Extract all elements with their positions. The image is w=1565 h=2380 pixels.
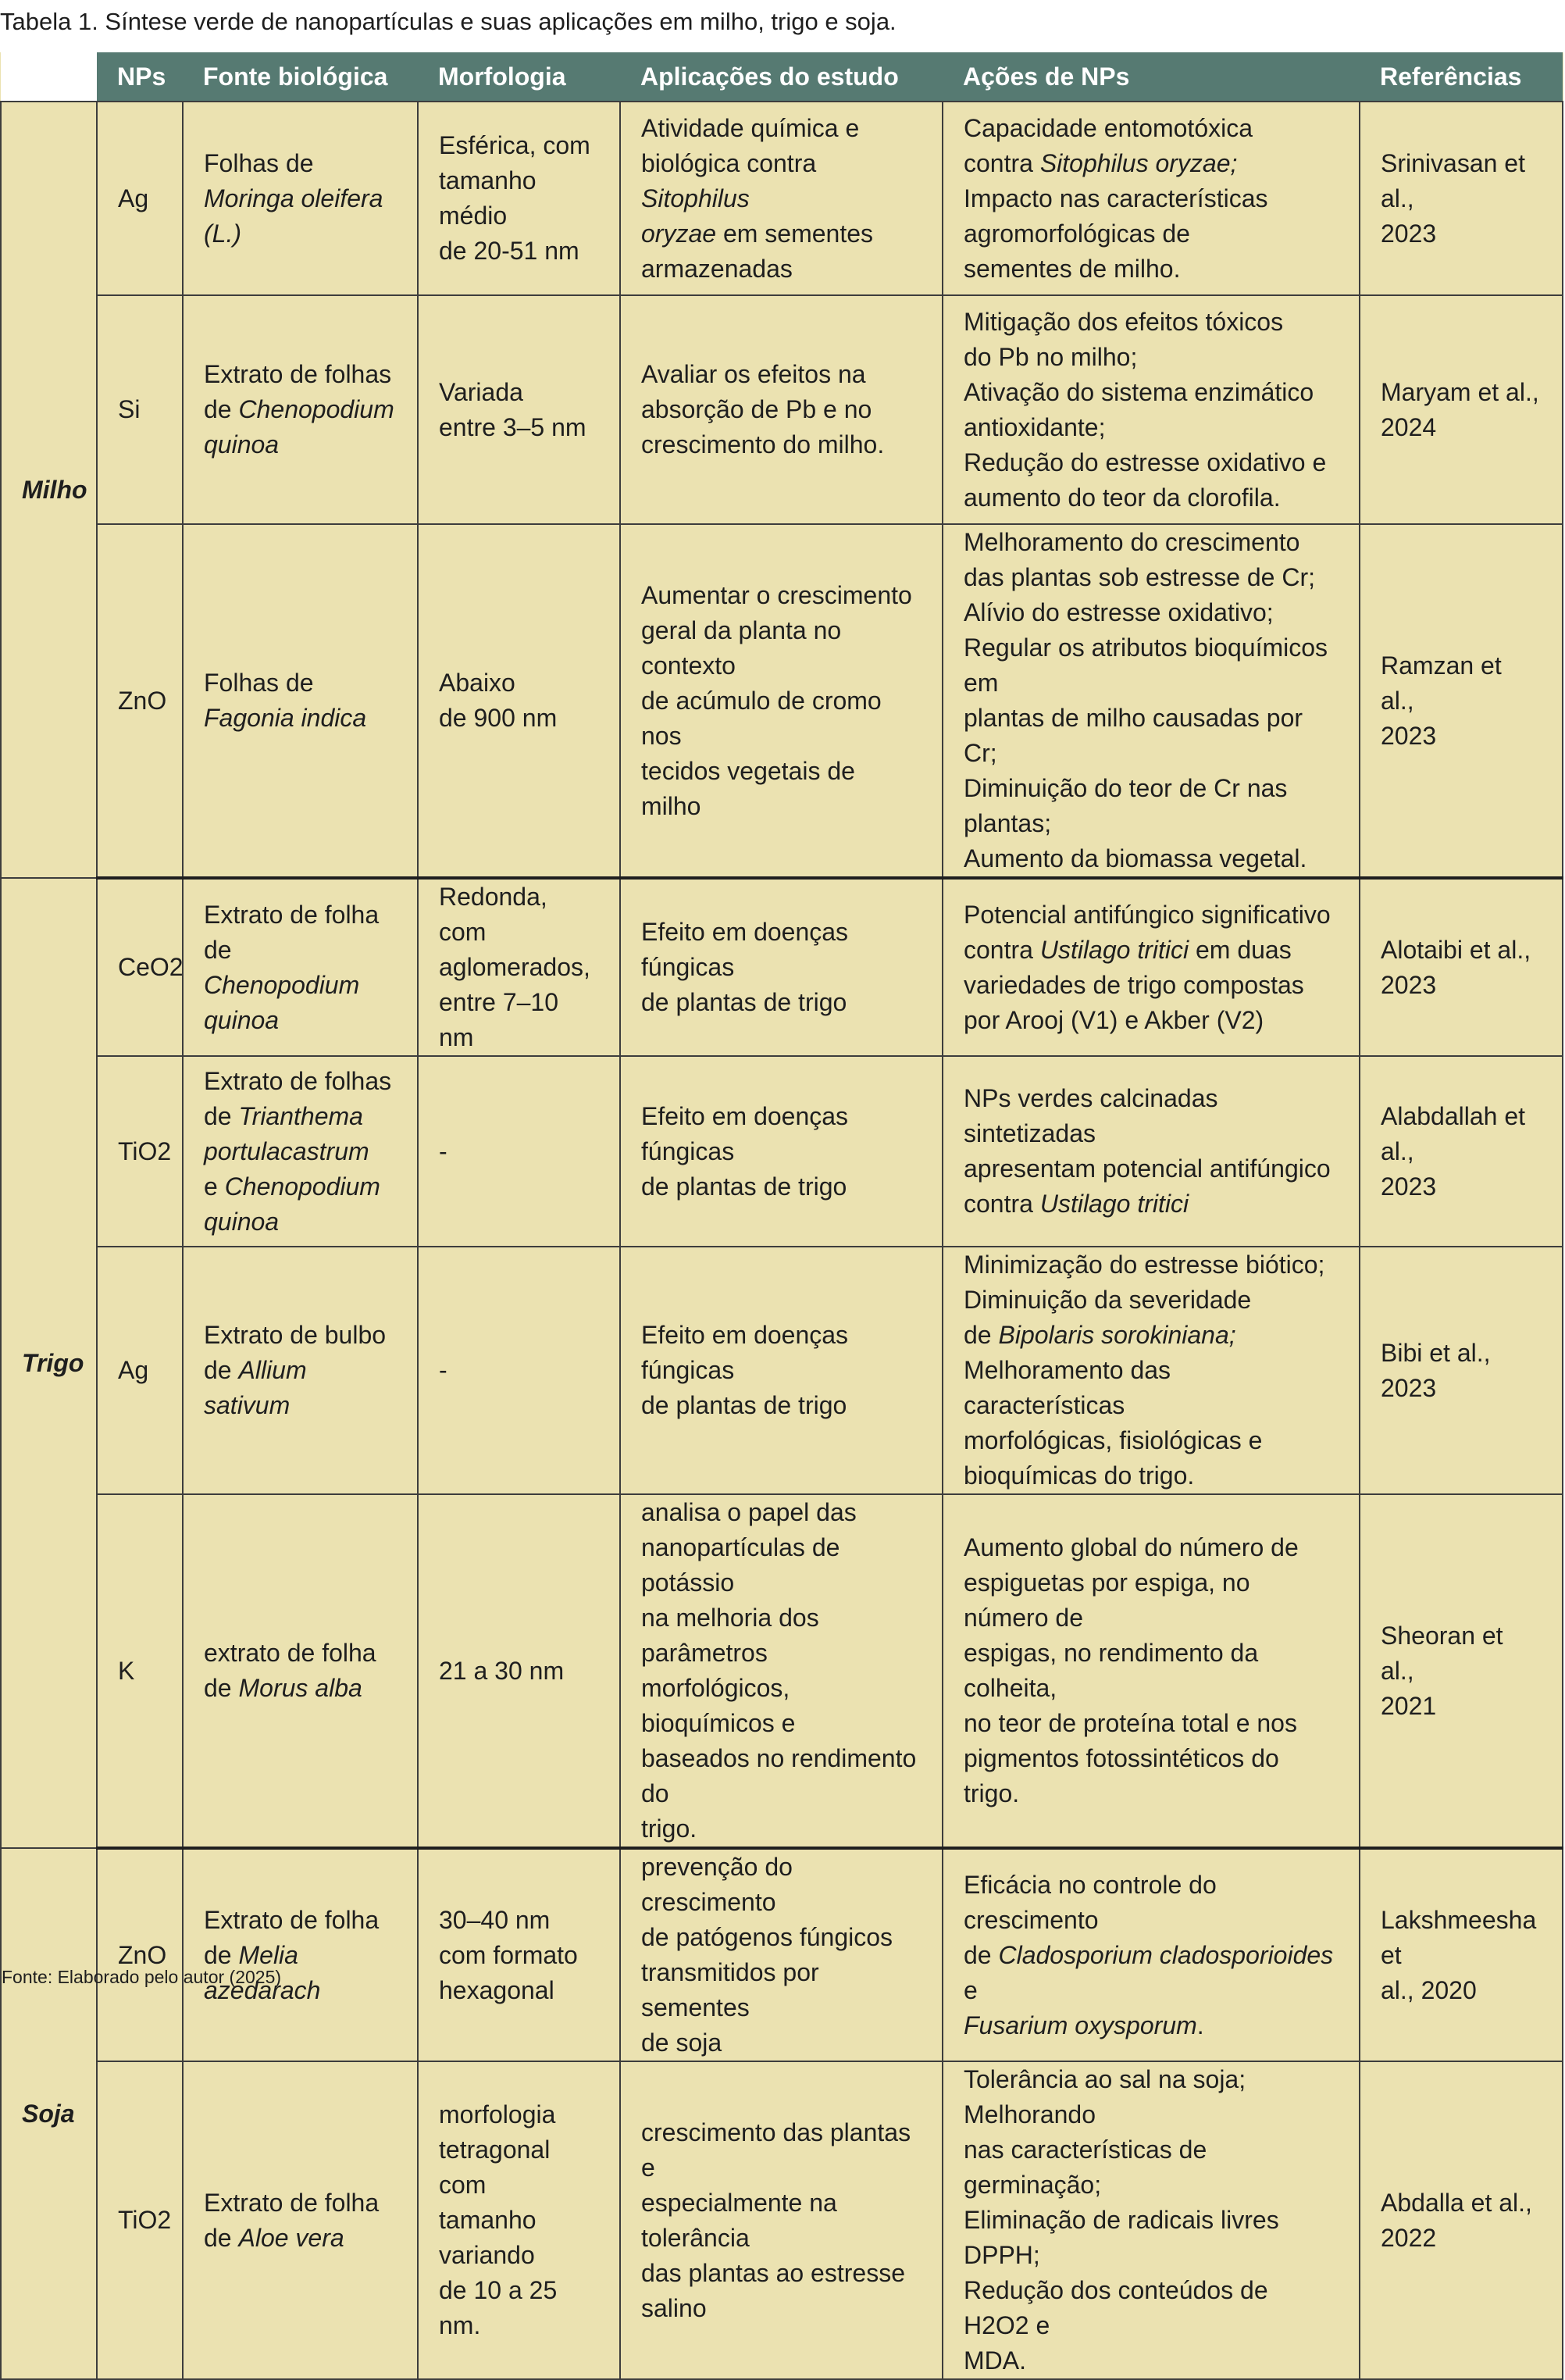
- np-cell: Ag: [97, 102, 183, 295]
- referencia-cell: Sheoran et al., 2021: [1360, 1494, 1563, 1848]
- morfologia-cell: 30–40 nm com formato hexagonal: [418, 1848, 620, 2061]
- morfologia-cell: Variada entre 3–5 nm: [418, 295, 620, 524]
- table-row: [1, 1056, 1563, 1247]
- referencia-cell: Bibi et al., 2023: [1360, 1247, 1563, 1494]
- fonte-cell: Extrato de folhas de Chenopodium quinoa: [183, 295, 418, 524]
- header-acoes: Ações de NPs: [943, 52, 1360, 102]
- table-source-note: Fonte: Elaborado pelo autor (2025): [2, 1967, 282, 1987]
- table-row: [1, 2061, 1563, 2379]
- acoes-cell: Mitigação dos efeitos tóxicos do Pb no milho; Ativação do sistema enzimático antioxidante; Redução do estresse oxidativo e aumento do teor da clorofila.: [943, 295, 1360, 524]
- morfologia-cell: Redonda, com aglomerados, entre 7–10 nm: [418, 878, 620, 1056]
- acoes-cell: Aumento global do número de espiguetas por espiga, no número de espigas, no rendimento da colheita, no teor de proteína total e nos pigmentos fotossintéticos do trigo.: [943, 1494, 1360, 1848]
- fonte-cell: Extrato de folha de Melia azedarach: [183, 1848, 418, 2061]
- np-cell: Ag: [97, 1247, 183, 1494]
- acoes-cell: Tolerância ao sal na soja; Melhorando nas características de germinação; Eliminação de radicais livres DPPH; Redução dos conteúdos de H2O2 e MDA.: [943, 2061, 1360, 2379]
- aplicacoes-cell: Efeito em doenças fúngicas de plantas de trigo: [620, 1247, 943, 1494]
- referencia-cell: Srinivasan et al., 2023: [1360, 102, 1563, 295]
- group-label-soja: Soja: [1, 1848, 97, 2379]
- np-cell: ZnO: [97, 1848, 183, 2061]
- header-aplicacoes: Aplicações do estudo: [620, 52, 943, 102]
- group-label-milho: Milho: [1, 102, 97, 878]
- morfologia-cell: Esférica, com tamanho médio de 20-51 nm: [418, 102, 620, 295]
- np-cell: TiO2: [97, 2061, 183, 2379]
- table-row: [1, 1848, 1563, 2061]
- table-row: [1, 1494, 1563, 1848]
- aplicacoes-cell: Efeito em doenças fúngicas de plantas de trigo: [620, 1056, 943, 1247]
- table-row: [1, 1247, 1563, 1494]
- fonte-cell: Folhas de Fagonia indica: [183, 524, 418, 878]
- header-morfologia: Morfologia: [418, 52, 620, 102]
- nanoparticles-table: [0, 52, 1563, 2380]
- header-nps: NPs: [97, 52, 183, 102]
- morfologia-cell: morfologia tetragonal com tamanho variando de 10 a 25 nm.: [418, 2061, 620, 2379]
- table-row: [1, 878, 1563, 1056]
- header-blank-cell: [1, 52, 97, 102]
- aplicacoes-cell: Avaliar os efeitos na absorção de Pb e no crescimento do milho.: [620, 295, 943, 524]
- morfologia-cell: -: [418, 1056, 620, 1247]
- fonte-cell: Extrato de folha de Chenopodium quinoa: [183, 878, 418, 1056]
- referencia-cell: Alotaibi et al., 2023: [1360, 878, 1563, 1056]
- header-fonte-biologica: Fonte biológica: [183, 52, 418, 102]
- fonte-cell: extrato de folha de Morus alba: [183, 1494, 418, 1848]
- aplicacoes-cell: analisa o papel das nanopartículas de potássio na melhoria dos parâmetros morfológicos, bioquímicos e baseados no rendimento do trigo.: [620, 1494, 943, 1848]
- fonte-cell: Folhas de Moringa oleifera (L.): [183, 102, 418, 295]
- header-referencias: Referências: [1360, 52, 1563, 102]
- referencia-cell: Ramzan et al., 2023: [1360, 524, 1563, 878]
- referencia-cell: Maryam et al., 2024: [1360, 295, 1563, 524]
- morfologia-cell: 21 a 30 nm: [418, 1494, 620, 1848]
- table-row: [1, 102, 1563, 295]
- referencia-cell: Abdalla et al., 2022: [1360, 2061, 1563, 2379]
- aplicacoes-cell: prevenção do crescimento de patógenos fúngicos transmitidos por sementes de soja: [620, 1848, 943, 2061]
- acoes-cell: Potencial antifúngico significativo contra Ustilago tritici em duas variedades de trigo compostas por Arooj (V1) e Akber (V2): [943, 878, 1360, 1056]
- table-header-row: [1, 52, 1563, 102]
- referencia-cell: Lakshmeesha et al., 2020: [1360, 1848, 1563, 2061]
- morfologia-cell: Abaixo de 900 nm: [418, 524, 620, 878]
- table-row: [1, 524, 1563, 878]
- acoes-cell: Melhoramento do crescimento das plantas sob estresse de Cr; Alívio do estresse oxidativo; Regular os atributos bioquímicos em plantas de milho causadas por Cr; Diminuição do teor de Cr nas plantas; Aumento da biomassa vegetal.: [943, 524, 1360, 878]
- np-cell: CeO2: [97, 878, 183, 1056]
- acoes-cell: Minimização do estresse biótico; Diminuição da severidade de Bipolaris sorokiniana; Melhoramento das características morfológicas, fisiológicas e bioquímicas do trigo.: [943, 1247, 1360, 1494]
- morfologia-cell: -: [418, 1247, 620, 1494]
- fonte-cell: Extrato de bulbo de Allium sativum: [183, 1247, 418, 1494]
- np-cell: Si: [97, 295, 183, 524]
- np-cell: K: [97, 1494, 183, 1848]
- aplicacoes-cell: Aumentar o crescimento geral da planta no contexto de acúmulo de cromo nos tecidos vegetais de milho: [620, 524, 943, 878]
- aplicacoes-cell: Atividade química e biológica contra Sitophilus oryzae em sementes armazenadas: [620, 102, 943, 295]
- table-caption: Tabela 1. Síntese verde de nanopartículas e suas aplicações em milho, trigo e soja.: [0, 8, 897, 35]
- fonte-cell: Extrato de folhas de Trianthema portulacastrum e Chenopodium quinoa: [183, 1056, 418, 1247]
- acoes-cell: Eficácia no controle do crescimento de Cladosporium cladosporioides e Fusarium oxysporum.: [943, 1848, 1360, 2061]
- aplicacoes-cell: Efeito em doenças fúngicas de plantas de trigo: [620, 878, 943, 1056]
- aplicacoes-cell: crescimento das plantas e especialmente na tolerância das plantas ao estresse salino: [620, 2061, 943, 2379]
- fonte-cell: Extrato de folha de Aloe vera: [183, 2061, 418, 2379]
- np-cell: ZnO: [97, 524, 183, 878]
- acoes-cell: NPs verdes calcinadas sintetizadas apresentam potencial antifúngico contra Ustilago tritici: [943, 1056, 1360, 1247]
- table-row: [1, 295, 1563, 524]
- group-label-trigo: Trigo: [1, 878, 97, 1848]
- np-cell: TiO2: [97, 1056, 183, 1247]
- acoes-cell: Capacidade entomotóxica contra Sitophilus oryzae; Impacto nas características agromorfológicas de sementes de milho.: [943, 102, 1360, 295]
- referencia-cell: Alabdallah et al., 2023: [1360, 1056, 1563, 1247]
